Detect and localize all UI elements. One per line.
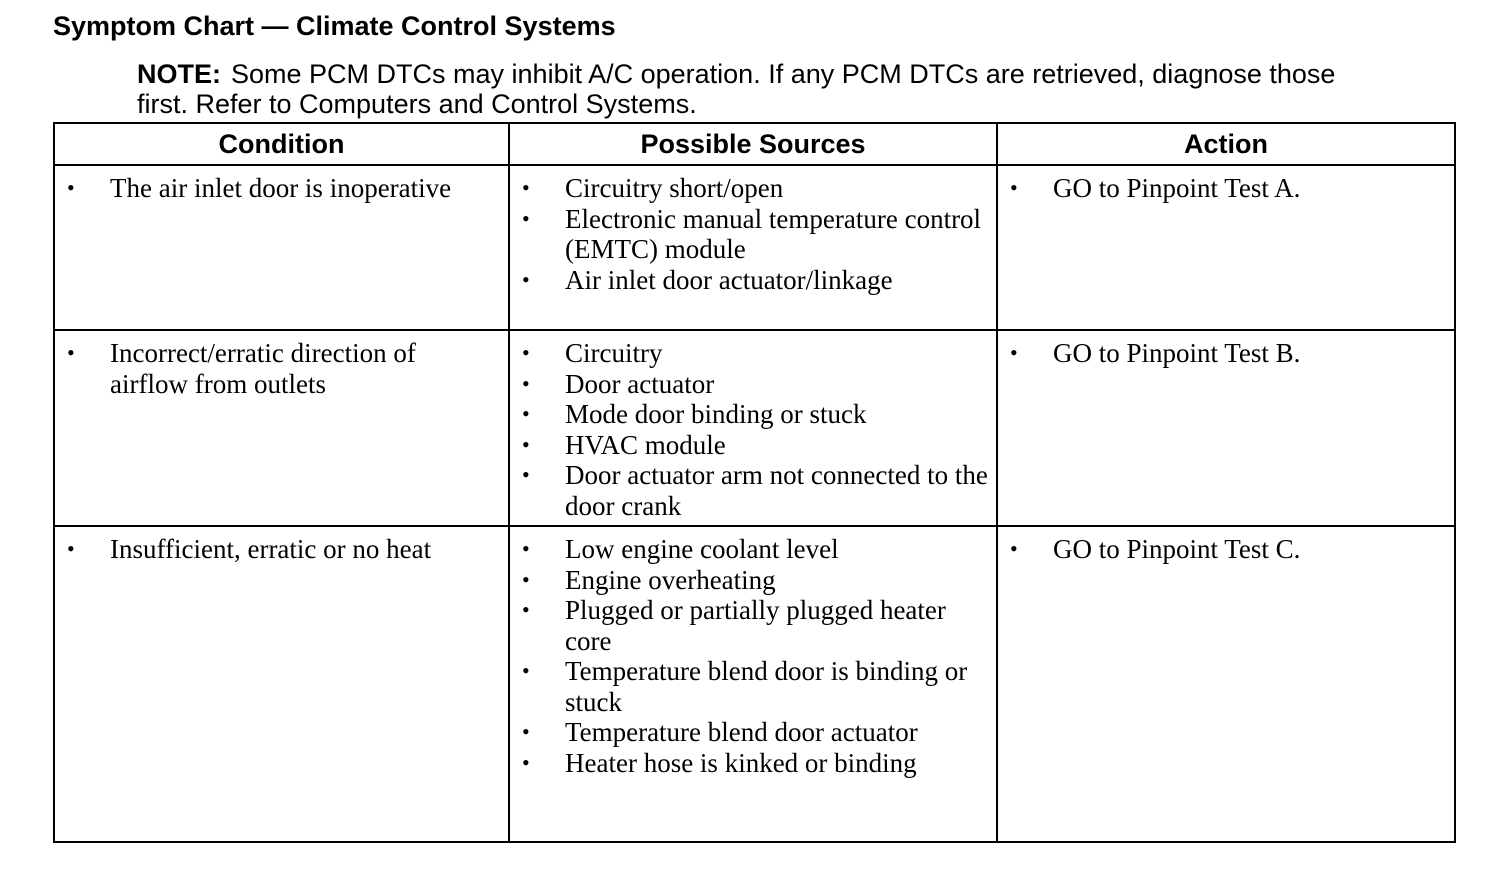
- bullet-icon: •: [1010, 340, 1018, 365]
- bullet-icon: •: [522, 205, 530, 231]
- bullet-icon: •: [1010, 536, 1018, 561]
- bullet-icon: •: [522, 462, 530, 487]
- table-header-row: [54, 123, 1455, 165]
- list-item: • Air inlet door actuator/linkage: [522, 264, 893, 295]
- list-item: • Incorrect/erratic direction of airflow from outlets: [67, 338, 416, 399]
- bullet-icon: •: [522, 719, 530, 744]
- page-title: Symptom Chart — Climate Control Systems: [53, 11, 616, 41]
- condition-cell: [54, 330, 509, 526]
- symptom-chart-table: [53, 122, 1456, 843]
- sources-cell: [509, 526, 997, 842]
- bullet-icon: •: [67, 175, 75, 200]
- list-item: • GO to Pinpoint Test C.: [1010, 534, 1301, 564]
- header-possible-sources: Possible Sources: [509, 123, 997, 165]
- list-item: • Low engine coolant level: [522, 534, 839, 564]
- bullet-icon: •: [522, 340, 530, 365]
- bullet-icon: •: [522, 536, 530, 561]
- bullet-icon: •: [1010, 175, 1018, 200]
- bullet-icon: •: [522, 431, 530, 457]
- note-text: Some PCM DTCs may inhibit A/C operation. If any PCM DTCs are retrieved, diagnose those first. Refer to Computers and Control Systems.: [137, 59, 1336, 119]
- note: [137, 59, 1387, 119]
- bullet-icon: •: [522, 597, 530, 622]
- table-row: [54, 526, 1455, 842]
- list-item: • HVAC module: [522, 429, 726, 460]
- bullet-icon: •: [522, 566, 530, 592]
- bullet-icon: •: [522, 658, 530, 683]
- bullet-icon: •: [522, 370, 530, 396]
- bullet-icon: •: [522, 266, 530, 292]
- table-row: [54, 165, 1455, 330]
- action-cell: [997, 165, 1455, 330]
- list-item: • Electronic manual temperature control (EMTC) module: [522, 203, 982, 264]
- bullet-icon: •: [67, 536, 75, 561]
- list-item: • GO to Pinpoint Test A.: [1010, 173, 1301, 203]
- list-item: • The air inlet door is inoperative: [67, 173, 452, 203]
- condition-cell: [54, 165, 509, 330]
- header-condition: Condition: [54, 123, 509, 165]
- list-item: • Engine overheating: [522, 564, 776, 595]
- bullet-icon: •: [522, 401, 530, 426]
- table-row: [54, 330, 1455, 526]
- sources-cell: [509, 330, 997, 526]
- list-item: • Temperature blend door is binding or stuck: [522, 656, 968, 717]
- action-cell: [997, 526, 1455, 842]
- list-item: • Circuitry: [522, 338, 663, 368]
- list-item: • Heater hose is kinked or binding: [522, 747, 917, 778]
- header-action: Action: [997, 123, 1455, 165]
- bullet-icon: •: [522, 749, 530, 775]
- list-item: • Temperature blend door actuator: [522, 717, 918, 747]
- list-item: • Door actuator arm not connected to the door crank: [522, 460, 988, 521]
- list-item: • Mode door binding or stuck: [522, 399, 867, 429]
- note-label: NOTE:: [137, 59, 221, 89]
- list-item: • GO to Pinpoint Test B.: [1010, 338, 1301, 368]
- sources-cell: [509, 165, 997, 330]
- bullet-icon: •: [522, 175, 530, 200]
- list-item: • Insufficient, erratic or no heat: [67, 534, 432, 564]
- list-item: • Circuitry short/open: [522, 173, 784, 203]
- bullet-icon: •: [67, 340, 75, 365]
- list-item: • Plugged or partially plugged heater core: [522, 595, 946, 656]
- action-cell: [997, 330, 1455, 526]
- list-item: • Door actuator: [522, 368, 715, 399]
- condition-cell: [54, 526, 509, 842]
